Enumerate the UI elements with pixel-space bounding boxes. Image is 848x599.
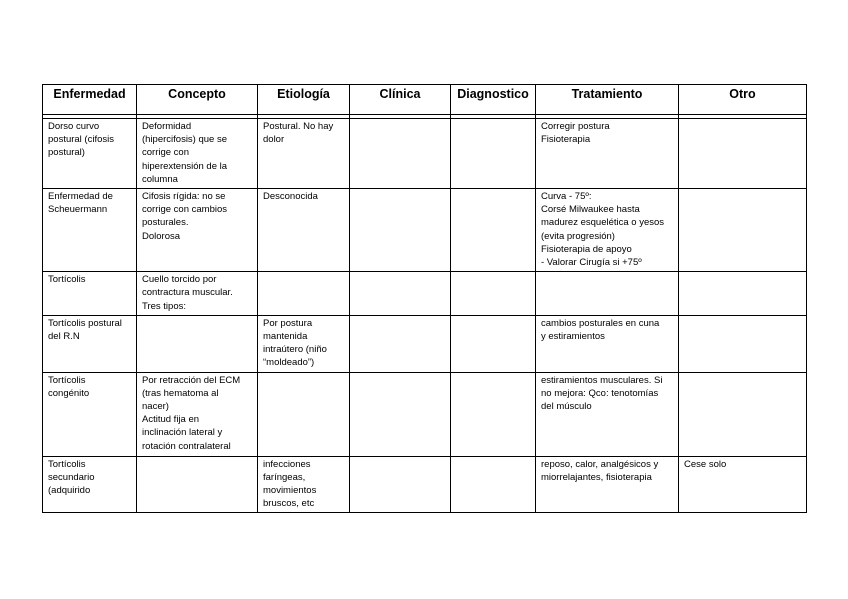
cell-diagnostico bbox=[451, 189, 536, 272]
table-row bbox=[43, 315, 807, 372]
header-diagnostico: Diagnostico bbox=[451, 85, 536, 115]
cell-line: infecciones bbox=[263, 458, 311, 470]
cell-etiologia bbox=[258, 119, 350, 189]
cell-line: Dorso curvo bbox=[48, 121, 100, 132]
table-row bbox=[43, 119, 807, 189]
cell-line: (adquirido bbox=[48, 485, 91, 497]
cell-line: Tortícolis postural bbox=[48, 317, 122, 329]
cell-tratamiento bbox=[536, 315, 679, 372]
cell-line: intraútero (niño bbox=[263, 344, 327, 356]
cell-line: postural (cifosis bbox=[48, 134, 114, 146]
cell-clinica bbox=[350, 189, 451, 272]
cell-line: mantenida bbox=[263, 331, 308, 343]
cell-etiologia bbox=[258, 272, 350, 316]
cell-line: Deformidad bbox=[142, 121, 192, 132]
cell-line: madurez esquelética o yesos bbox=[541, 217, 665, 229]
cell-line: (hipercifosis) que se bbox=[142, 134, 228, 146]
cell-line: columna bbox=[142, 173, 178, 185]
cell-concepto bbox=[137, 119, 258, 189]
cell-line: “moldeado”) bbox=[263, 357, 315, 369]
cell-line: Cifosis rígida: no se bbox=[142, 191, 226, 203]
cell-line: del músculo bbox=[541, 401, 592, 413]
cell-etiologia bbox=[258, 372, 350, 456]
cell-otro bbox=[679, 119, 807, 189]
cell-line: (evita progresión) bbox=[541, 230, 615, 242]
cell-line: no mejora: Qco: tenotomías bbox=[541, 387, 659, 399]
cell-enfermedad bbox=[43, 372, 137, 456]
table-row bbox=[43, 372, 807, 456]
cell-diagnostico bbox=[451, 372, 536, 456]
cell-tratamiento bbox=[536, 272, 679, 316]
header-enfermedad: Enfermedad bbox=[43, 85, 137, 115]
cell-tratamiento bbox=[536, 456, 679, 513]
cell-clinica bbox=[350, 315, 451, 372]
cell-line: corrige con bbox=[142, 147, 189, 159]
cell-otro bbox=[679, 189, 807, 272]
cell-line: y estiramientos bbox=[541, 331, 605, 343]
cell-line: Tortícolis bbox=[48, 274, 86, 286]
cell-line: del R.N bbox=[48, 331, 80, 343]
header-etiologia: Etiología bbox=[258, 85, 350, 115]
header-tratamiento: Tratamiento bbox=[536, 85, 679, 115]
cell-concepto bbox=[137, 372, 258, 456]
cell-enfermedad bbox=[43, 189, 137, 272]
cell-line: Curva - 75º: bbox=[541, 191, 592, 203]
cell-otro bbox=[679, 315, 807, 372]
cell-line: Desconocida bbox=[263, 191, 318, 203]
cell-line: Dolorosa bbox=[142, 230, 181, 242]
cell-line: nacer) bbox=[142, 401, 169, 413]
cell-line: estiramientos musculares. Si bbox=[541, 374, 663, 386]
cell-line: dolor bbox=[263, 134, 285, 146]
cell-clinica bbox=[350, 272, 451, 316]
cell-line: secundario bbox=[48, 471, 95, 483]
header-clinica: Clínica bbox=[350, 85, 451, 115]
cell-line: Cese solo bbox=[684, 458, 727, 470]
cell-diagnostico bbox=[451, 272, 536, 316]
cell-line: Actitud fija en bbox=[142, 414, 200, 426]
cell-line: rotación contralateral bbox=[142, 440, 231, 452]
table-row bbox=[43, 456, 807, 513]
cell-line: faríngeas, bbox=[263, 471, 306, 483]
cell-enfermedad bbox=[43, 315, 137, 372]
cell-otro bbox=[679, 372, 807, 456]
cell-line: Scheuermann bbox=[48, 204, 108, 216]
cell-line: Tortícolis bbox=[48, 458, 86, 470]
cell-line: Enfermedad de bbox=[48, 191, 113, 203]
disease-table bbox=[42, 84, 807, 513]
cell-concepto bbox=[137, 272, 258, 316]
cell-etiologia bbox=[258, 189, 350, 272]
header-otro: Otro bbox=[679, 85, 807, 115]
cell-line: - Valorar Cirugía si +75º bbox=[541, 257, 642, 269]
cell-line: postural) bbox=[48, 147, 85, 159]
cell-line: (tras hematoma al bbox=[142, 387, 219, 399]
cell-clinica bbox=[350, 456, 451, 513]
cell-concepto bbox=[137, 315, 258, 372]
table-row bbox=[43, 272, 807, 316]
cell-etiologia bbox=[258, 456, 350, 513]
cell-tratamiento bbox=[536, 372, 679, 456]
cell-otro bbox=[679, 456, 807, 513]
cell-concepto bbox=[137, 456, 258, 513]
cell-line: Fisioterapia bbox=[541, 134, 591, 146]
header-row bbox=[43, 85, 807, 115]
cell-line: Fisioterapia de apoyo bbox=[541, 243, 632, 255]
cell-line: Postural. No hay bbox=[263, 121, 334, 132]
cell-line: corrige con cambios bbox=[142, 204, 228, 216]
cell-clinica bbox=[350, 119, 451, 189]
cell-line: congénito bbox=[48, 387, 90, 399]
cell-tratamiento bbox=[536, 119, 679, 189]
table-row bbox=[43, 189, 807, 272]
cell-diagnostico bbox=[451, 315, 536, 372]
cell-line: miorrelajantes, fisioterapia bbox=[541, 471, 652, 483]
cell-concepto bbox=[137, 189, 258, 272]
cell-enfermedad bbox=[43, 272, 137, 316]
cell-diagnostico bbox=[451, 456, 536, 513]
cell-tratamiento bbox=[536, 189, 679, 272]
cell-line: Cuello torcido por bbox=[142, 274, 217, 286]
cell-line: contractura muscular. bbox=[142, 287, 233, 299]
cell-line: Por retracción del ECM bbox=[142, 374, 241, 386]
cell-line: inclinación lateral y bbox=[142, 427, 223, 439]
cell-line: Corregir postura bbox=[541, 121, 610, 132]
header-concepto: Concepto bbox=[137, 85, 258, 115]
cell-enfermedad bbox=[43, 456, 137, 513]
cell-line: Corsé Milwaukee hasta bbox=[541, 204, 640, 216]
cell-etiologia bbox=[258, 315, 350, 372]
cell-line: hiperextensión de la bbox=[142, 160, 228, 172]
cell-line: movimientos bbox=[263, 485, 317, 497]
cell-line: bruscos, etc bbox=[263, 498, 315, 510]
cell-diagnostico bbox=[451, 119, 536, 189]
cell-line: Tres tipos: bbox=[142, 300, 186, 312]
cell-line: posturales. bbox=[142, 217, 189, 229]
cell-clinica bbox=[350, 372, 451, 456]
cell-line: Tortícolis bbox=[48, 374, 86, 386]
cell-otro bbox=[679, 272, 807, 316]
cell-line: Por postura bbox=[263, 317, 313, 329]
cell-line: cambios posturales en cuna bbox=[541, 317, 660, 329]
cell-enfermedad bbox=[43, 119, 137, 189]
cell-line: reposo, calor, analgésicos y bbox=[541, 458, 659, 470]
